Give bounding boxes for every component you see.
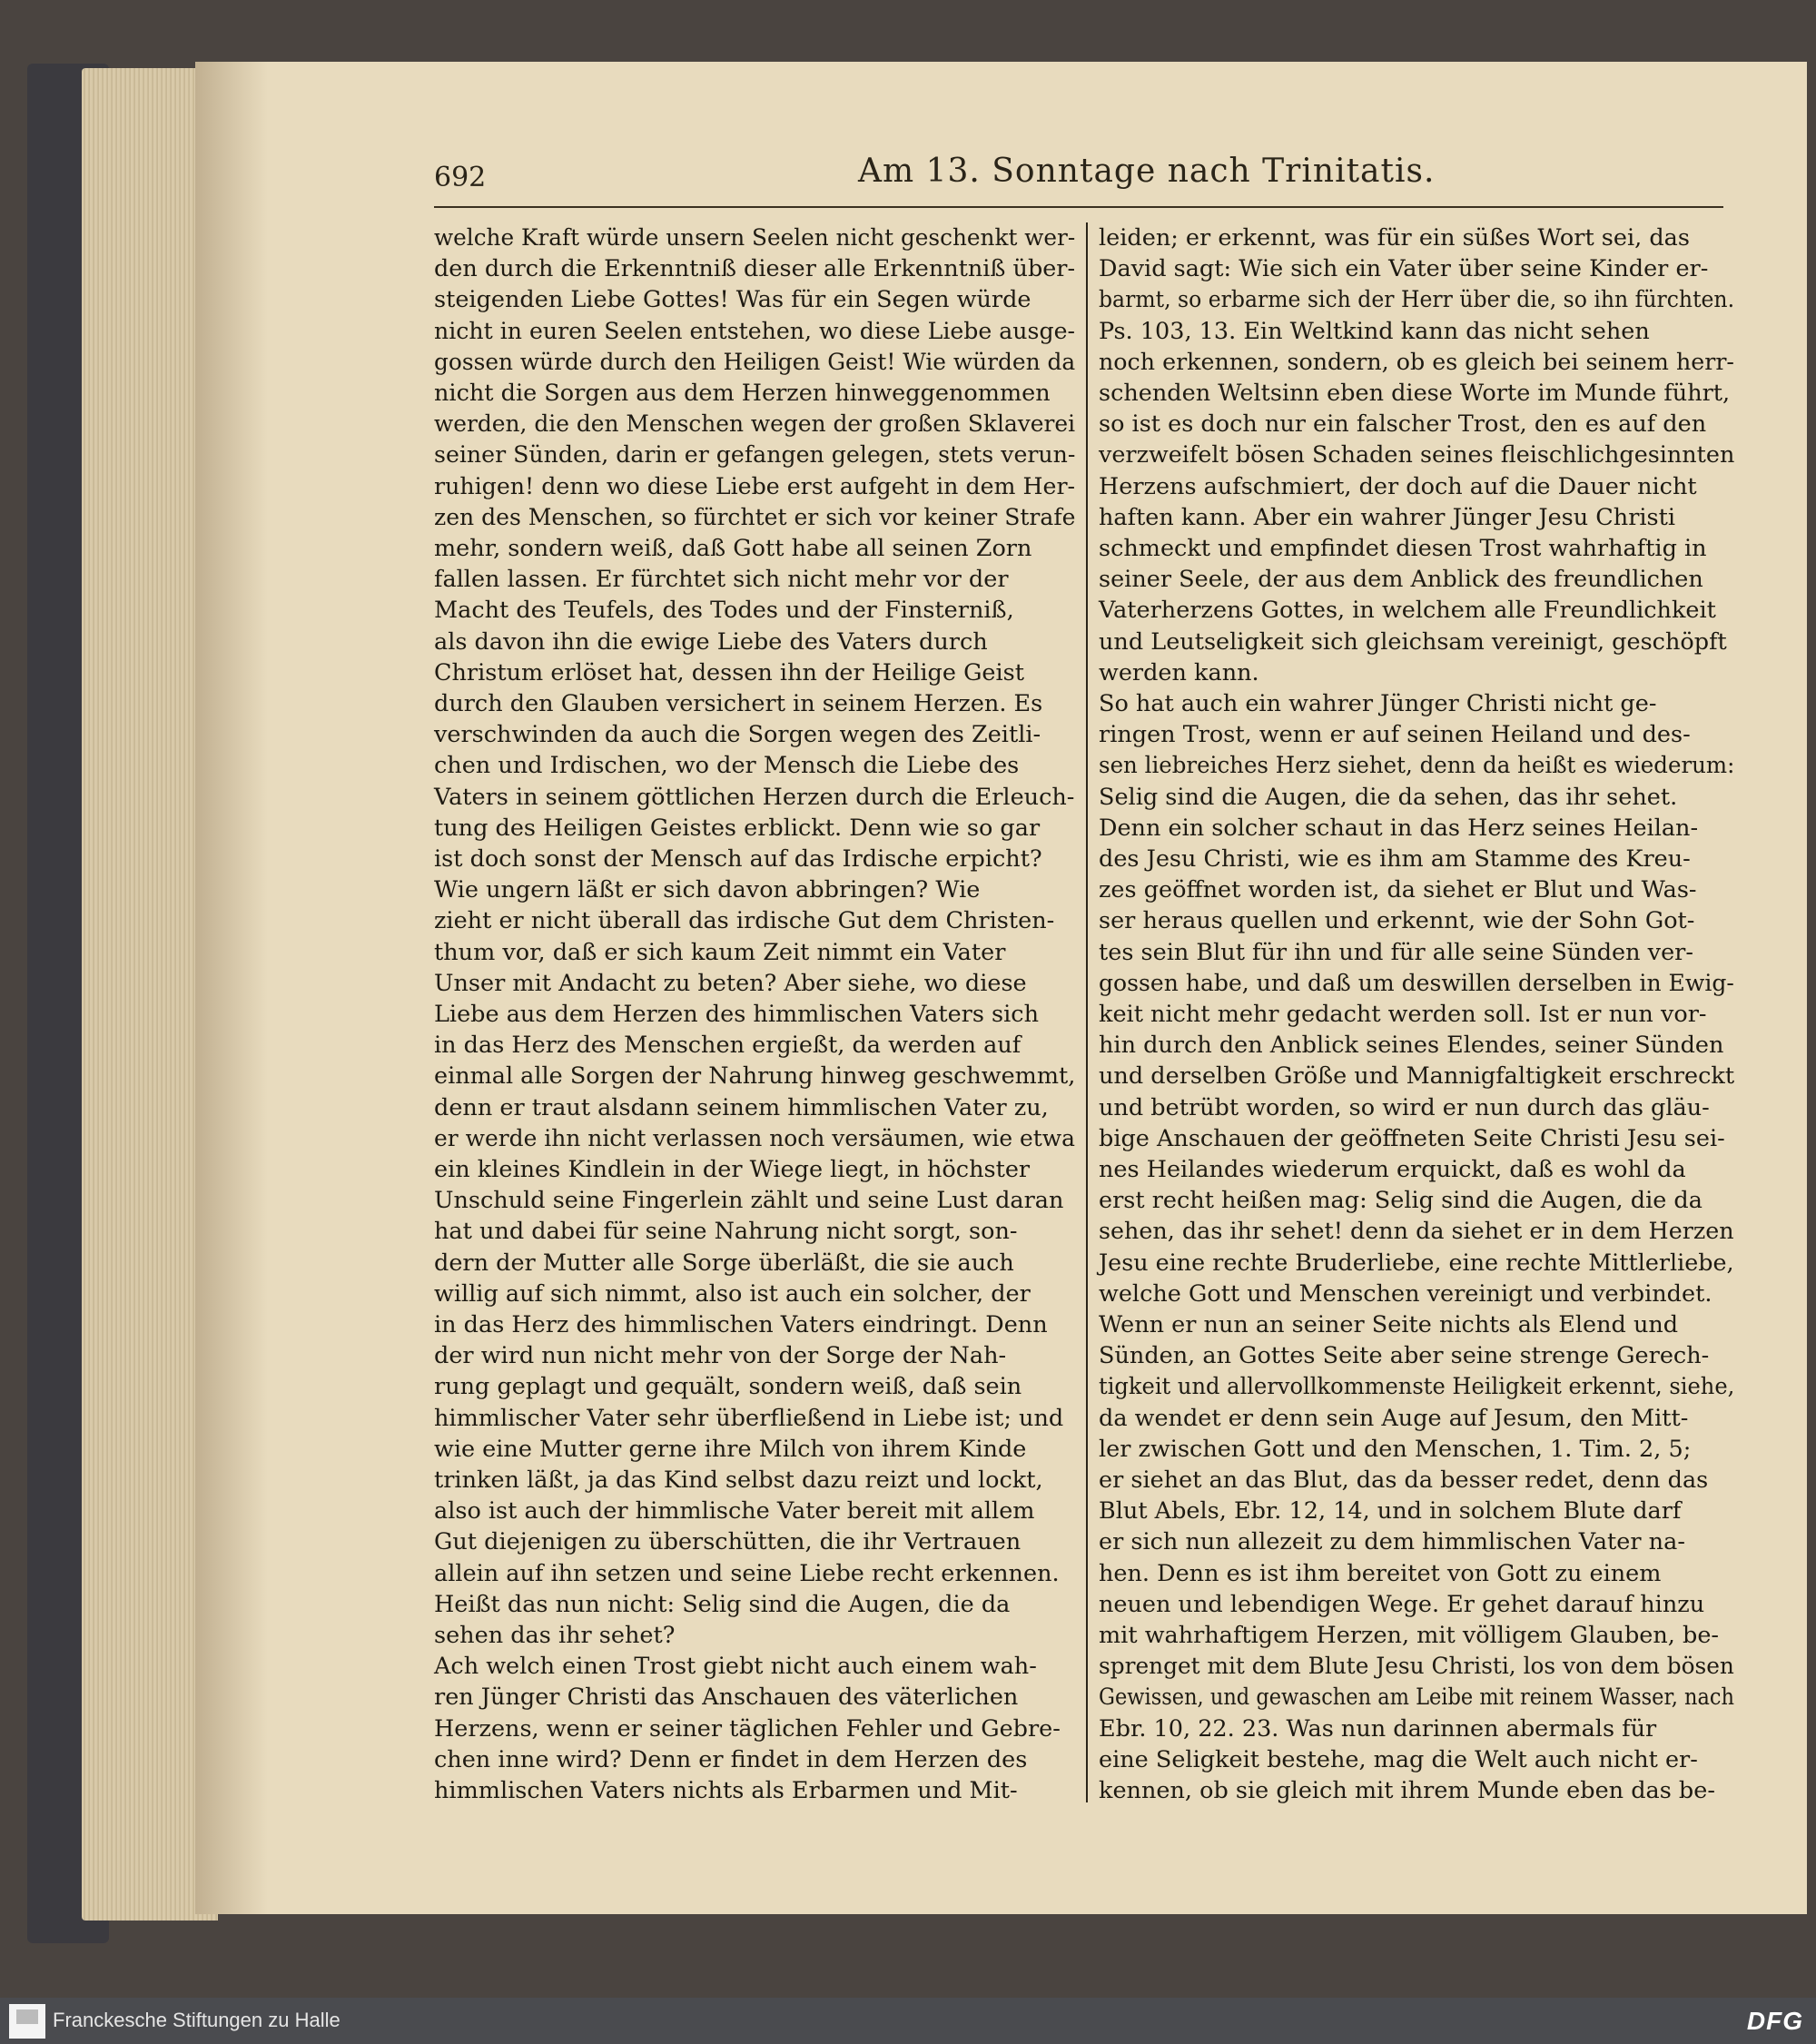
text-line: tigkeit und allervollkommenste Heiligkeit erkennt, siehe, (1099, 1373, 1735, 1401)
header-rule (434, 206, 1723, 208)
text-line: Heißt das nun nicht: Selig sind die Augen, die da (434, 1590, 1011, 1618)
text-line: Ps. 103, 13. Ein Weltkind kann das nicht sehen (1099, 317, 1650, 345)
text-line: ringen Trost, wenn er auf seinen Heiland und des- (1099, 721, 1691, 749)
text-line: Ebr. 10, 22. 23. Was nun darinnen abermals für (1099, 1714, 1657, 1743)
text-line: dern der Mutter alle Sorge überläßt, die sie auch (434, 1249, 1014, 1277)
text-line: Ach welch einen Trost giebt nicht auch einem wah- (434, 1653, 1037, 1681)
text-line: Unschuld seine Fingerlein zählt und seine Lust daran (434, 1187, 1064, 1215)
text-line: Unser mit Andacht zu beten? Aber siehe, wo diese (434, 969, 1027, 997)
text-line: kennen, ob sie gleich mit ihrem Munde eben das be- (1099, 1777, 1715, 1804)
text-line: schenden Weltsinn eben diese Worte im Munde führt, (1099, 380, 1731, 407)
text-line: nicht die Sorgen aus dem Herzen hinweggenommen (434, 380, 1051, 407)
text-line: Gewissen, und gewaschen am Leibe mit reinem Wasser, nach (1099, 1684, 1734, 1712)
dfg-logo: DFG (1746, 2007, 1803, 2035)
text-line: durch den Glauben versichert in seinem Herzen. Es (434, 690, 1043, 717)
gutter-shadow (195, 62, 268, 1914)
text-line: thum vor, daß er sich kaum Zeit nimmt ein Vater (434, 938, 1006, 966)
text-line: ser heraus quellen und erkennt, wie der Sohn Got- (1099, 907, 1695, 935)
text-line: so ist es doch nur ein falscher Trost, den es auf den (1099, 410, 1707, 439)
text-line: Denn ein solcher schaut in das Herz seines Heilan- (1099, 814, 1699, 842)
institution-logo (9, 2004, 45, 2039)
text-line: zen des Menschen, so fürchtet er sich vor keiner Strafe (434, 503, 1076, 531)
text-line: Gut diejenigen zu überschütten, die ihr Vertrauen (434, 1528, 1022, 1556)
text-line: chen inne wird? Denn er findet in dem Herzen des (434, 1745, 1028, 1773)
text-line: Sünden, an Gottes Seite aber seine strenge Gerech- (1099, 1342, 1710, 1370)
text-line: Macht des Teufels, des Todes und der Finsterniß, (434, 597, 1014, 625)
viewer-footer (0, 1998, 1816, 2044)
text-line: des Jesu Christi, wie es ihm am Stamme des Kreu- (1099, 845, 1691, 873)
text-line: chen und Irdischen, wo der Mensch die Liebe des (434, 752, 1020, 780)
text-line: leiden; er erkennt, was für ein süßes Wort sei, das (1099, 224, 1690, 252)
text-line: wie eine Mutter gerne ihre Milch von ihrem Kinde (434, 1435, 1027, 1463)
institution-name: Franckesche Stiftungen zu Halle (53, 2009, 340, 2031)
text-line: hen. Denn es ist ihm bereitet von Gott zu einem (1099, 1559, 1662, 1587)
text-line: hat und dabei für seine Nahrung nicht sorgt, son- (434, 1218, 1018, 1246)
text-line: steigenden Liebe Gottes! Was für ein Segen würde (434, 286, 1031, 314)
text-line: und derselben Größe und Mannigfaltigkeit erschreckt (1099, 1062, 1735, 1091)
text-line: Herzens, wenn er seiner täglichen Fehler und Gebre- (434, 1714, 1061, 1743)
text-line: fallen lassen. Er fürchtet sich nicht mehr vor der (434, 566, 1009, 594)
text-line: schmeckt und empfindet diesen Trost wahrhaftig in (1099, 535, 1707, 562)
text-line: Christum erlöset hat, dessen ihn der Heilige Geist (434, 658, 1025, 686)
text-line: neuen und lebendigen Wege. Er gehet darauf hinzu (1099, 1590, 1705, 1618)
text-line: Vaters in seinem göttlichen Herzen durch die Erleuch- (434, 783, 1075, 811)
text-line: denn er traut alsdann seinem himmlischen Vater zu, (434, 1093, 1049, 1121)
text-line: verzweifelt bösen Schaden seines fleischlichgesinnten (1099, 441, 1735, 469)
text-line: bige Anschauen der geöffneten Seite Christi Jesu sei- (1099, 1124, 1725, 1152)
text-line: Liebe aus dem Herzen des himmlischen Vaters sich (434, 1001, 1040, 1028)
text-line: barmt, so erbarme sich der Herr über die, so ihn fürchten. (1099, 286, 1735, 314)
text-line: Jesu eine rechte Bruderliebe, eine rechte Mittlerliebe, (1099, 1249, 1734, 1277)
text-line: Vaterherzens Gottes, in welchem alle Freundlichkeit (1099, 597, 1716, 625)
text-line: sen liebreiches Herz siehet, denn da heißt es wiederum: (1099, 752, 1735, 780)
text-line: So hat auch ein wahrer Jünger Christi nicht ge- (1099, 690, 1657, 717)
text-line: welche Gott und Menschen vereinigt und verbindet. (1099, 1279, 1712, 1308)
text-line: mehr, sondern weiß, daß Gott habe all seinen Zorn (434, 535, 1032, 562)
text-line: tung des Heiligen Geistes erblickt. Denn wie so gar (434, 814, 1041, 842)
text-line: noch erkennen, sondern, ob es gleich bei seinem herr- (1099, 348, 1734, 376)
text-line: Blut Abels, Ebr. 12, 14, und in solchem Blute darf (1099, 1497, 1682, 1526)
text-line: ist doch sonst der Mensch auf das Irdische erpicht? (434, 845, 1042, 873)
text-line: seiner Seele, der aus dem Anblick des freundlichen (1099, 566, 1703, 594)
text-line: gossen würde durch den Heiligen Geist! Wie würden da (434, 348, 1076, 376)
text-line: eine Seligkeit bestehe, mag die Welt auch nicht er- (1099, 1745, 1698, 1773)
column-divider (1086, 222, 1088, 1802)
text-line: den durch die Erkenntniß dieser alle Erkenntniß über- (434, 255, 1076, 283)
text-line: werden, die den Menschen wegen der großen Sklaverei (434, 410, 1076, 439)
text-line: er werde ihn nicht verlassen noch versäumen, wie etwa (434, 1124, 1076, 1152)
text-line: Wenn er nun an seiner Seite nichts als Elend und (1099, 1311, 1679, 1338)
text-line: sehen das ihr sehet? (434, 1622, 676, 1649)
text-line: als davon ihn die ewige Liebe des Vaters durch (434, 627, 988, 656)
text-line: sprenget mit dem Blute Jesu Christi, los von dem bösen (1099, 1653, 1734, 1681)
text-line: der wird nun nicht mehr von der Sorge der Nah- (434, 1342, 1007, 1370)
text-line: zieht er nicht überall das irdische Gut dem Christen- (434, 907, 1055, 935)
text-line: also ist auch der himmlische Vater bereit mit allem (434, 1497, 1035, 1526)
page-number: 692 (434, 162, 487, 193)
text-line: welche Kraft würde unsern Seelen nicht geschenkt wer- (434, 224, 1076, 252)
text-line: und Leutseligkeit sich gleichsam vereinigt, geschöpft (1099, 627, 1727, 656)
text-line: Wie ungern läßt er sich davon abbringen? Wie (434, 876, 981, 904)
text-line: haften kann. Aber ein wahrer Jünger Jesu Christi (1099, 503, 1676, 531)
text-line: da wendet er denn sein Auge auf Jesum, den Mitt- (1099, 1404, 1689, 1432)
text-line: ler zwischen Gott und den Menschen, 1. Tim. 2, 5; (1099, 1435, 1692, 1463)
text-line: nicht in euren Seelen entstehen, wo diese Liebe ausge- (434, 317, 1075, 345)
text-line: hin durch den Anblick seines Elendes, seiner Sünden (1099, 1032, 1724, 1060)
text-line: in das Herz des Menschen ergießt, da werden auf (434, 1032, 1022, 1060)
text-line: nes Heilandes wiederum erquickt, daß es wohl da (1099, 1156, 1686, 1183)
text-line: Herzens aufschmiert, der doch auf die Dauer nicht (1099, 472, 1697, 500)
text-line: einmal alle Sorgen der Nahrung hinweg geschwemmt, (434, 1062, 1076, 1091)
text-line: er siehet an das Blut, das da besser redet, denn das (1099, 1466, 1709, 1494)
text-line: in das Herz des himmlischen Vaters eindringt. Denn (434, 1311, 1048, 1338)
text-line: werden kann. (1099, 658, 1259, 686)
text-line: ruhigen! denn wo diese Liebe erst aufgeht in dem Her- (434, 472, 1076, 500)
text-line: keit nicht mehr gedacht werden soll. Ist er nun vor- (1099, 1001, 1707, 1028)
text-line: himmlischen Vaters nichts als Erbarmen und Mit- (434, 1777, 1018, 1804)
text-line: verschwinden da auch die Sorgen wegen des Zeitli- (434, 721, 1041, 749)
text-line: willig auf sich nimmt, also ist auch ein solcher, der (434, 1279, 1031, 1308)
text-line: gossen habe, und daß um deswillen derselben in Ewig- (1099, 969, 1734, 997)
text-line: ren Jünger Christi das Anschauen des väterlichen (434, 1684, 1019, 1712)
text-line: Selig sind die Augen, die da sehen, das ihr sehet. (1099, 783, 1678, 811)
text-line: mit wahrhaftigem Herzen, mit völligem Glauben, be- (1099, 1622, 1720, 1649)
text-line: allein auf ihn setzen und seine Liebe recht erkennen. (434, 1559, 1060, 1587)
text-line: tes sein Blut für ihn und für alle seine Sünden ver- (1099, 938, 1693, 966)
text-line: sehen, das ihr sehet! denn da siehet er in dem Herzen (1099, 1218, 1734, 1246)
text-line: zes geöffnet worden ist, da siehet er Blut und Was- (1099, 876, 1697, 904)
text-line: David sagt: Wie sich ein Vater über seine Kinder er- (1099, 255, 1709, 283)
text-line: seiner Sünden, darin er gefangen gelegen, stets verun- (434, 441, 1076, 469)
running-title: Am 13. Sonntage nach Trinitatis. (858, 153, 1436, 190)
text-line: himmlischer Vater sehr überfließend in Liebe ist; und (434, 1404, 1064, 1432)
text-line: erst recht heißen mag: Selig sind die Augen, die da (1099, 1187, 1702, 1215)
text-line: er sich nun allezeit zu dem himmlischen Vater na- (1099, 1528, 1685, 1556)
text-line: und betrübt worden, so wird er nun durch das gläu- (1099, 1093, 1710, 1121)
text-line: rung geplagt und gequält, sondern weiß, daß sein (434, 1373, 1022, 1401)
text-line: trinken läßt, ja das Kind selbst dazu reizt und lockt, (434, 1466, 1043, 1494)
text-line: ein kleines Kindlein in der Wiege liegt, in höchster (434, 1156, 1031, 1183)
